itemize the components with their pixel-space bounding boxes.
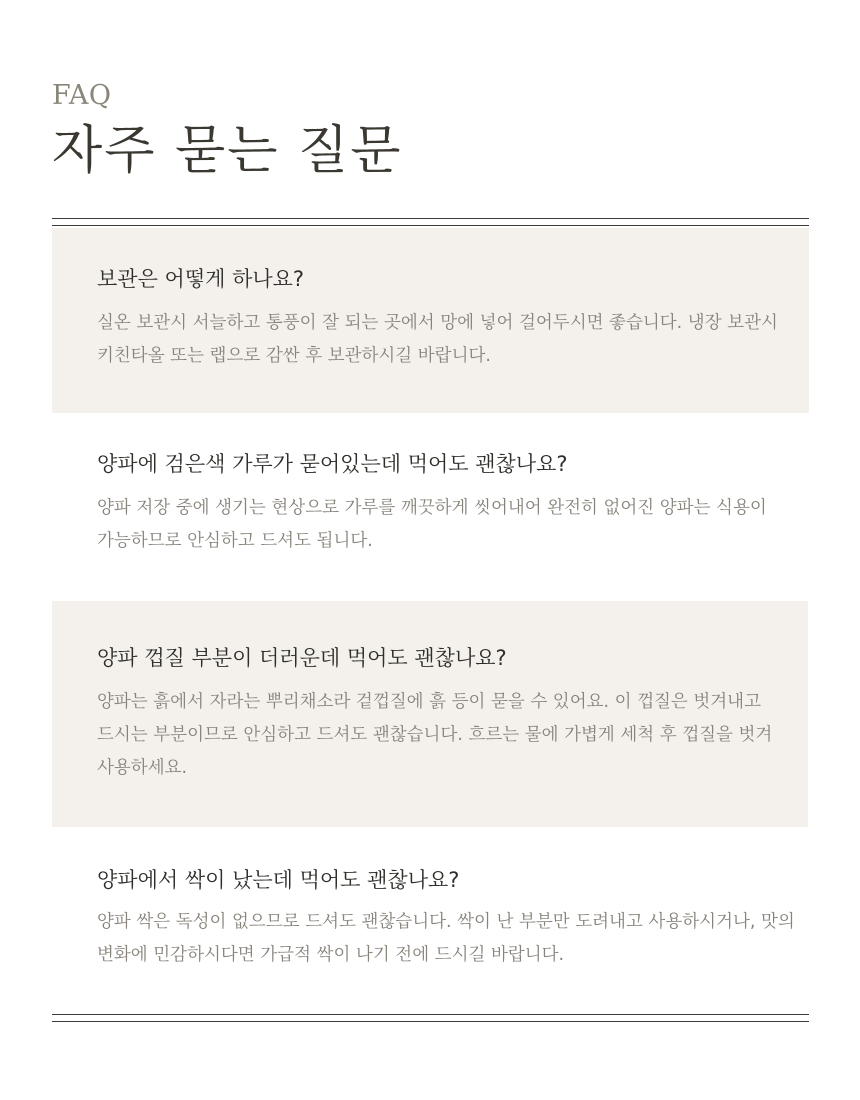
faq-item <box>52 827 809 1013</box>
faq-question: 양파에서 싹이 났는데 먹어도 괜찮나요? <box>97 868 460 892</box>
page-title: 자주 묻는 질문 <box>52 121 403 181</box>
faq-answer: 실온 보관시 서늘하고 통풍이 잘 되는 곳에서 망에 넣어 걸어두시면 좋습니다. 냉장 보관시 키친타올 또는 랩으로 감싼 후 보관하시길 바랍니다. <box>97 313 778 367</box>
faq-item <box>52 413 809 601</box>
faq-question: 양파에 검은색 가루가 묻어있는데 먹어도 괜찮나요? <box>97 452 568 476</box>
faq-answer: 양파 저장 중에 생기는 현상으로 가루를 깨끗하게 씻어내어 완전히 없어진 양파는 식용이 가능하므로 안심하고 드셔도 됩니다. <box>97 498 767 552</box>
bottom-divider <box>52 1014 809 1022</box>
faq-question: 양파 껍질 부분이 더러운데 먹어도 괜찮나요? <box>97 646 507 670</box>
faq-item <box>52 601 808 827</box>
faq-question: 보관은 어떻게 하나요? <box>97 267 305 291</box>
faq-answer: 양파 싹은 독성이 없으므로 드셔도 괜찮습니다. 싹이 난 부분만 도려내고 사용하시거나, 맛의 변화에 민감하시다면 가급적 싹이 나기 전에 드시길 바랍니다. <box>97 912 795 966</box>
top-divider <box>52 218 809 226</box>
faq-list <box>52 228 809 1013</box>
section-eyebrow: FAQ <box>52 80 112 111</box>
faq-answer: 양파는 흙에서 자라는 뿌리채소라 겉껍질에 흙 등이 묻을 수 있어요. 이 껍질은 벗겨내고 드시는 부분이므로 안심하고 드셔도 괜찮습니다. 흐르는 물에 가볍게 세척 후 껍질을 벗겨 사용하세요. <box>97 692 773 779</box>
faq-item <box>52 228 809 413</box>
